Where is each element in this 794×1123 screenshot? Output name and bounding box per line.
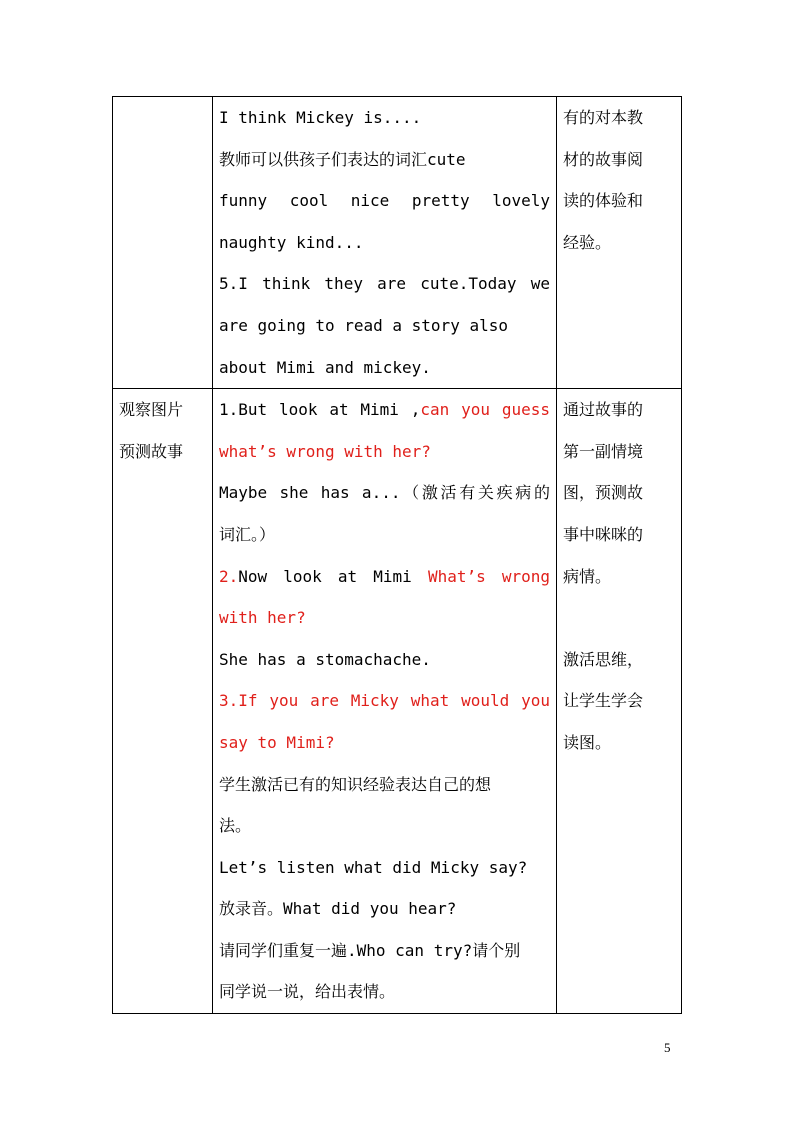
content-line: 1.But look at Mimi ,can you guess [219,400,551,420]
page-number: 5 [664,1040,671,1055]
content-line: 2.Now look at Mimi What’s wrong [219,566,551,586]
content-line: 5.I think they are cute.Today we [219,274,550,294]
table-row [113,97,682,389]
content-line: 学生激活已有的知识经验表达自己的想 [219,774,492,794]
purpose-line: 图，预测故 [563,483,644,503]
content-line: She has a stomachache. [219,649,431,669]
purpose-line: 病情。 [563,566,612,586]
content-line: naughty kind... [219,232,364,252]
purpose-line: 让学生学会 [563,691,644,711]
purpose-line: 通过故事的 [563,400,644,420]
stage-cell [113,389,213,1014]
content-line: what’s wrong with her? [219,441,431,461]
content-line: 3.If you are Micky what would you [219,691,550,711]
content-line: 词汇。） [219,524,276,544]
content-line: 教师可以供孩子们表达的词汇cute [219,149,466,169]
stage-label: 观察图片 [119,400,184,420]
content-line: funny cool nice pretty lovely [219,191,550,211]
content-cell [213,97,557,389]
purpose-cell [557,97,682,389]
purpose-line: 读的体验和 [563,191,644,211]
purpose-line: 材的故事阅 [563,149,644,169]
content-line: about Mimi and mickey. [219,357,431,377]
content-line: 同学说一说，给出表情。 [219,982,396,1002]
content-cell [213,389,557,1014]
stage-cell [113,97,213,389]
spacer [563,597,675,639]
content-line: Maybe she has a...（激活有关疾病的 [219,483,550,503]
table-row [113,389,682,1014]
content-line: are going to read a story also [219,315,508,335]
purpose-cell [557,389,682,1014]
purpose-line: 事中咪咪的 [563,524,644,544]
purpose-line: 读图。 [563,732,612,752]
purpose-line: 经验。 [563,232,612,252]
content-line: with her? [219,608,306,628]
content-line: Let’s listen what did Micky say? [219,857,528,877]
content-line: say to Mimi? [219,732,335,752]
purpose-line: 激活思维， [563,649,644,669]
content-line: 法。 [219,816,252,836]
content-line: I think Mickey is.... [219,108,422,127]
purpose-line: 第一副情境 [563,441,644,461]
stage-label: 预测故事 [119,441,184,461]
lesson-plan-table [112,96,682,1014]
content-line: 请同学们重复一遍.Who can try?请个别 [219,940,521,960]
content-line: 放录音。What did you hear? [219,899,457,919]
purpose-line: 有的对本教 [563,108,644,127]
